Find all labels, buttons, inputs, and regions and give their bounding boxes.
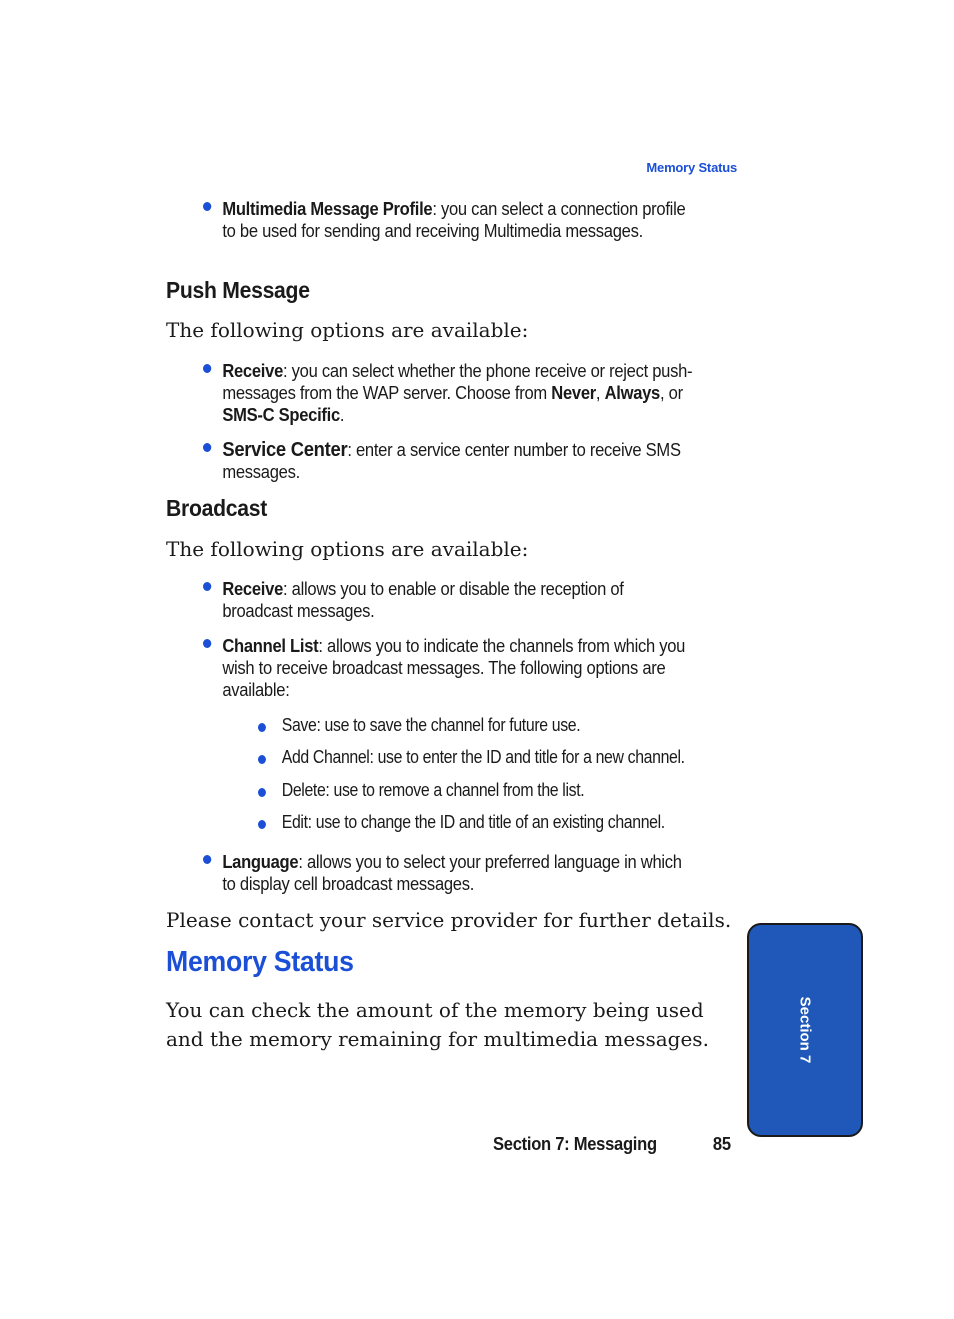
broadcast-heading: Broadcast bbox=[166, 495, 268, 521]
page-number: 85 bbox=[712, 1134, 731, 1154]
push-message-intro: The following options are available: bbox=[166, 318, 529, 342]
term: Channel List bbox=[222, 636, 319, 656]
closing-text: Please contact your service provider for further details. bbox=[166, 908, 732, 932]
memory-status-body: You can check the amount of the memory being used and the memory remaining for multimedia messages. bbox=[166, 998, 709, 1051]
sub-item-add-channel bbox=[258, 746, 698, 768]
description: : you can select whether the phone receive or reject push-messages from the WAP server. Choose from bbox=[222, 361, 693, 403]
description: : allows you to enable or disable the reception of broadcast messages. bbox=[222, 579, 624, 621]
push-message-heading: Push Message bbox=[166, 277, 310, 303]
description: : enter a service center number to receive SMS messages. bbox=[222, 440, 681, 482]
term: Receive bbox=[222, 361, 284, 381]
footer-section: Section 7: Messaging bbox=[493, 1134, 657, 1154]
sub-item-edit bbox=[258, 811, 698, 833]
list-item-service-center bbox=[203, 439, 692, 483]
sub-item-text: Edit: use to change the ID and title of an existing channel. bbox=[281, 812, 665, 832]
list-item-broadcast-receive bbox=[203, 578, 692, 622]
bullet-icon bbox=[203, 639, 211, 648]
sub-item-text: Add Channel: use to enter the ID and title for a new channel. bbox=[281, 747, 685, 767]
description: : allows you to select your preferred language in which to display cell broadcast messages. bbox=[222, 852, 682, 894]
term: Receive bbox=[222, 579, 284, 599]
sub-bullet-icon bbox=[258, 820, 266, 829]
term: Language bbox=[222, 852, 299, 872]
sub-item-save bbox=[258, 714, 698, 736]
period: . bbox=[339, 405, 345, 425]
sub-item-text: Save: use to save the channel for future use. bbox=[281, 715, 581, 735]
sub-bullet-icon bbox=[258, 723, 266, 732]
list-item-language bbox=[203, 851, 692, 895]
sub-bullet-icon bbox=[258, 755, 266, 764]
bullet-icon bbox=[203, 202, 211, 211]
bullet-icon bbox=[203, 364, 211, 373]
bullet-icon bbox=[203, 582, 211, 591]
separator: , bbox=[595, 383, 605, 403]
section-tab bbox=[747, 923, 863, 1137]
separator: , or bbox=[659, 383, 683, 403]
list-item-multimedia-profile bbox=[203, 198, 692, 242]
bullet-icon bbox=[203, 443, 211, 452]
option-always: Always bbox=[604, 383, 660, 403]
description: : you can select a connection profile to be used for sending and receiving Multimedia messages. bbox=[222, 199, 686, 241]
description: : allows you to indicate the channels from which you wish to receive broadcast messages. The following options are available: bbox=[222, 636, 686, 700]
option-smsc-specific: SMS-C Specific bbox=[222, 405, 340, 425]
section-tab-label: Section 7 bbox=[796, 996, 814, 1064]
bullet-icon bbox=[203, 855, 211, 864]
broadcast-intro: The following options are available: bbox=[166, 537, 529, 561]
term: Multimedia Message Profile bbox=[222, 199, 433, 219]
sub-bullet-icon bbox=[258, 788, 266, 797]
memory-status-heading: Memory Status bbox=[166, 946, 354, 978]
term: Service Center bbox=[222, 439, 348, 461]
list-item-push-receive bbox=[203, 360, 692, 426]
running-head: Memory Status bbox=[646, 160, 737, 175]
sub-item-text: Delete: use to remove a channel from the list. bbox=[281, 780, 585, 800]
option-never: Never bbox=[551, 383, 596, 403]
list-item-channel-list bbox=[203, 635, 692, 701]
sub-item-delete bbox=[258, 779, 698, 801]
page-footer bbox=[493, 1134, 731, 1155]
